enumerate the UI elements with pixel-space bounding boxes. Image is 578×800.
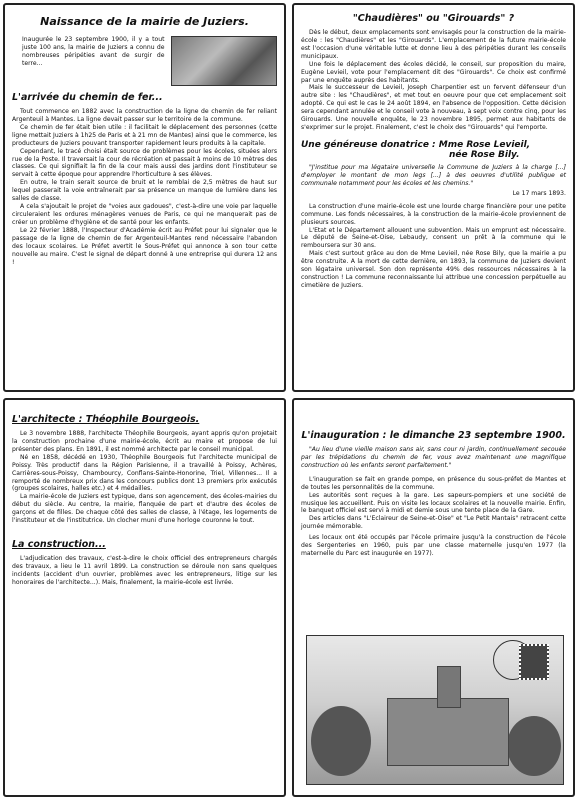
- intro-block: [12, 36, 277, 86]
- section-heading: "Chaudières" ou "Girouards" ?: [352, 13, 515, 24]
- donor-heading: Une généreuse donatrice : Mme Rose Levieil,: [301, 139, 531, 150]
- section-heading: La construction...: [12, 539, 106, 551]
- paragraph: Ce chemin de fer était bien utile : il facilitait le déplacement des personnes (cette ligne mettait Juziers à 1h25 de Paris et à 21 mn de Mantes) ainsi que le commerce, les producteurs de Juziers pouvant transporter rapidement leurs produits à la capitale.: [12, 123, 277, 147]
- paragraph: Une fois le déplacement des écoles décidé, le conseil, sur proposition du maire, Eugène Levieil, vote pour l'emplacement dit des "Girouards". Ce choix est confirmé par une enquête auprès des habitants.: [301, 60, 566, 84]
- panel-naissance: [3, 3, 286, 392]
- tree-shape: [507, 716, 561, 776]
- stamp-icon: [519, 644, 549, 680]
- section-heading: L'inauguration : le dimanche 23 septembre 1900.: [301, 430, 566, 441]
- panel-title: Naissance de la mairie de Juziers.: [40, 15, 249, 28]
- paragraph: Les autorités sont reçues à la gare. Les sapeurs-pompiers et une société de musique les accueillent. Puis on visite les locaux scolaires et la nouvelle mairie. Enfin, le banquet officiel est servi à midi et demie sous une tente place de la Gare.: [301, 491, 566, 515]
- paragraph: Mais c'est surtout grâce au don de Mme Levieil, née Rose Bily, que la mairie a pu être construite. A la mort de cette dernière, en 1893, la commune de Juziers devient son légataire universel. Son don représente 49% des ressources nécessaires à la construction ! La commune reconnaissante lui attribue une concession perpétuelle au cimetière de Juziers.: [301, 250, 566, 289]
- panel-chaudieres: [292, 3, 575, 392]
- legacy-quote: "J'institue pour ma légataire universelle la Commune de Juziers à la charge [...] d'employer le montant de mon legs [...] à des oeuvres d'utilité publique et communale notamment pour les écoles et les chemins.": [301, 163, 566, 187]
- paragraph: Tout commence en 1882 avec la construction de la ligne de chemin de fer reliant Argenteuil à Mantes. La ligne devait passer sur le territoire de la commune.: [12, 108, 277, 123]
- quote-date: Le 17 mars 1893.: [512, 189, 566, 197]
- tree-shape: [311, 706, 371, 776]
- paragraph: Les locaux ont été occupés par l'école primaire jusqu'à la construction de l'école des Sergenteries en 1960, puis par une classe maternelle jusqu'en 1977 (la maternelle du Parc est inaugurée en 1977).: [301, 534, 566, 558]
- paragraph: En outre, le train serait source de bruit et le remblai de 2,5 mètres de haut sur lequel passerait la voie entraînerait par sa présence un manque de lumière dans les salles de classe.: [12, 179, 277, 203]
- paragraph: Le 3 novembre 1888, l'architecte Théophile Bourgeois, ayant appris qu'on projetait la construction prochaine d'une mairie-école, écrit au maire et propose de lui présenter des plans. En 1891, il est nommé architecte par le conseil municipal.: [12, 430, 277, 453]
- paragraph: Des articles dans "L'Eclaireur de Seine-et-Oise" et "Le Petit Mantais" retracent cette journée mémorable.: [301, 515, 566, 531]
- panel-architecte: [3, 398, 286, 797]
- paragraph: Cependant, le tracé choisi était source de problèmes pour les écoles, situées alors rue de la Poste. Il traversait la cour de récréation et passait à moins de 10 mètres des classes. Ce qui signifiait la fin de la cour mais aussi des jardins dont l'instituteur se servait à cette époque pour apprendre l'horticulture à ses élèves.: [12, 147, 277, 179]
- paragraph: L'inauguration se fait en grande pompe, en présence du sous-préfet de Mantes et de toutes les personnalités de la commune.: [301, 475, 566, 491]
- paragraph: L'adjudication des travaux, c'est-à-dire le choix officiel des entrepreneurs chargés des travaux, a lieu le 11 avril 1899. La construction se déroule non sans quelques incidents (accident d'un ouvrier, problèmes avec les entrepreneurs, litige sur les honoraires de l'architecte...). Mais, finalement, la mairie-école est livrée.: [12, 555, 277, 586]
- train-photo: [171, 36, 278, 86]
- paragraph: Le 22 février 1888, l'Inspecteur d'Académie écrit au Préfet pour lui signaler que le passage de la ligne de chemin de fer Argenteuil-Mantes rend nécessaire l'abandon des locaux scolaires. Le Préfet avertit le Sous-Préfet qui annonce à son tour cette nouvelle au maire. C'est le signal de départ donné à une entreprise qui durera 12 ans !: [12, 226, 277, 266]
- paragraph: Mais le successeur de Levieil, Joseph Charpentier est un fervent défenseur d'un autre site : les "Chaudières", et met tout en oeuvre pour que cet emplacement soit adopté. Ce qui est le cas le 24 août 1894, en l'absence de l'opposition. Cette décision sera cependant annulée et le conseil vote à nouveau, à sept voix contre cinq, pour les Girouards. Une nouvelle enquête, le 23 novembre 1895, permet aux habitants de s'exprimer sur le projet. Finalement, c'est le choix des "Girouards" qui l'emporte.: [301, 84, 566, 132]
- paragraph: Né en 1858, décédé en 1930, Théophile Bourgeois fut l'architecte municipal de Poissy. Très productif dans la Région Parisienne, il a travaillé à Poissy, Achères, Carrières-sous-Poissy, Chambourcy, Conflans-Sainte-Honorine, Triel, Villennes... Il a remporté de nombreux prix dans les concours publics dont 13 premiers prix exécutés (groupes scolaires, halles etc.) et 4 médailles.: [12, 453, 277, 493]
- paragraph: A cela s'ajoutait le projet de "voies aux gadoues", c'est-à-dire une voie par laquelle circuleraient les ordures ménagères venues de Paris, ce qui ne manquerait pas de créer un problème d'hygiène et de santé pour les enfants.: [12, 203, 277, 226]
- paragraph: La construction d'une mairie-école est une lourde charge financière pour une petite commune. Les fonds nécessaires, à la construction de la mairie-école proviennent de plusieurs sources.: [301, 202, 566, 226]
- intro-text: Inaugurée le 23 septembre 1900, il y a tout juste 100 ans, la mairie de Juziers a connu de nombreuses péripéties avant de surgir de terre...: [22, 36, 165, 67]
- inauguration-quote: "Au lieu d'une vieille maison sans air, sans cour ni jardin, continuellement secouée par les trépidations du chemin de fer, vous avez maintenant une magnifique construction où les enfants seront parfaitement.": [301, 446, 566, 469]
- building-shape: [387, 698, 509, 766]
- mairie-postcard-photo: [306, 635, 564, 785]
- section-heading: L'architecte : Théophile Bourgeois.: [12, 414, 200, 425]
- panel-inauguration: [292, 398, 575, 797]
- paragraph: L'Etat et le Département allouent une subvention. Mais un emprunt est nécessaire. Le député de Seine-et-Oise, Lebaudy, consent un prêt à la commune qui le remboursera sur 30 ans.: [301, 226, 566, 250]
- paragraph: Dès le début, deux emplacements sont envisagés pour la construction de la mairie-école : les "Chaudières" et les "Girouards". L'emplacement de la future mairie-école est l'occasion d'une véritable lutte et donne lieu à des péripéties durant les conseils municipaux.: [301, 29, 566, 60]
- paragraph: La mairie-école de Juziers est typique, dans son agencement, des écoles-mairies du début du siècle. Au centre, la mairie, flanquée de part et d'autre des écoles de garçons et de filles. De chaque côté des salles de classe, à l'étage, les logements de l'instituteur et de l'institutrice. Un clocher muni d'une horloge couronne le tout.: [12, 493, 277, 525]
- donor-heading-name: née Rose Bily.: [449, 149, 520, 160]
- section-heading: L'arrivée du chemin de fer...: [12, 92, 163, 103]
- clock-tower-shape: [437, 666, 461, 708]
